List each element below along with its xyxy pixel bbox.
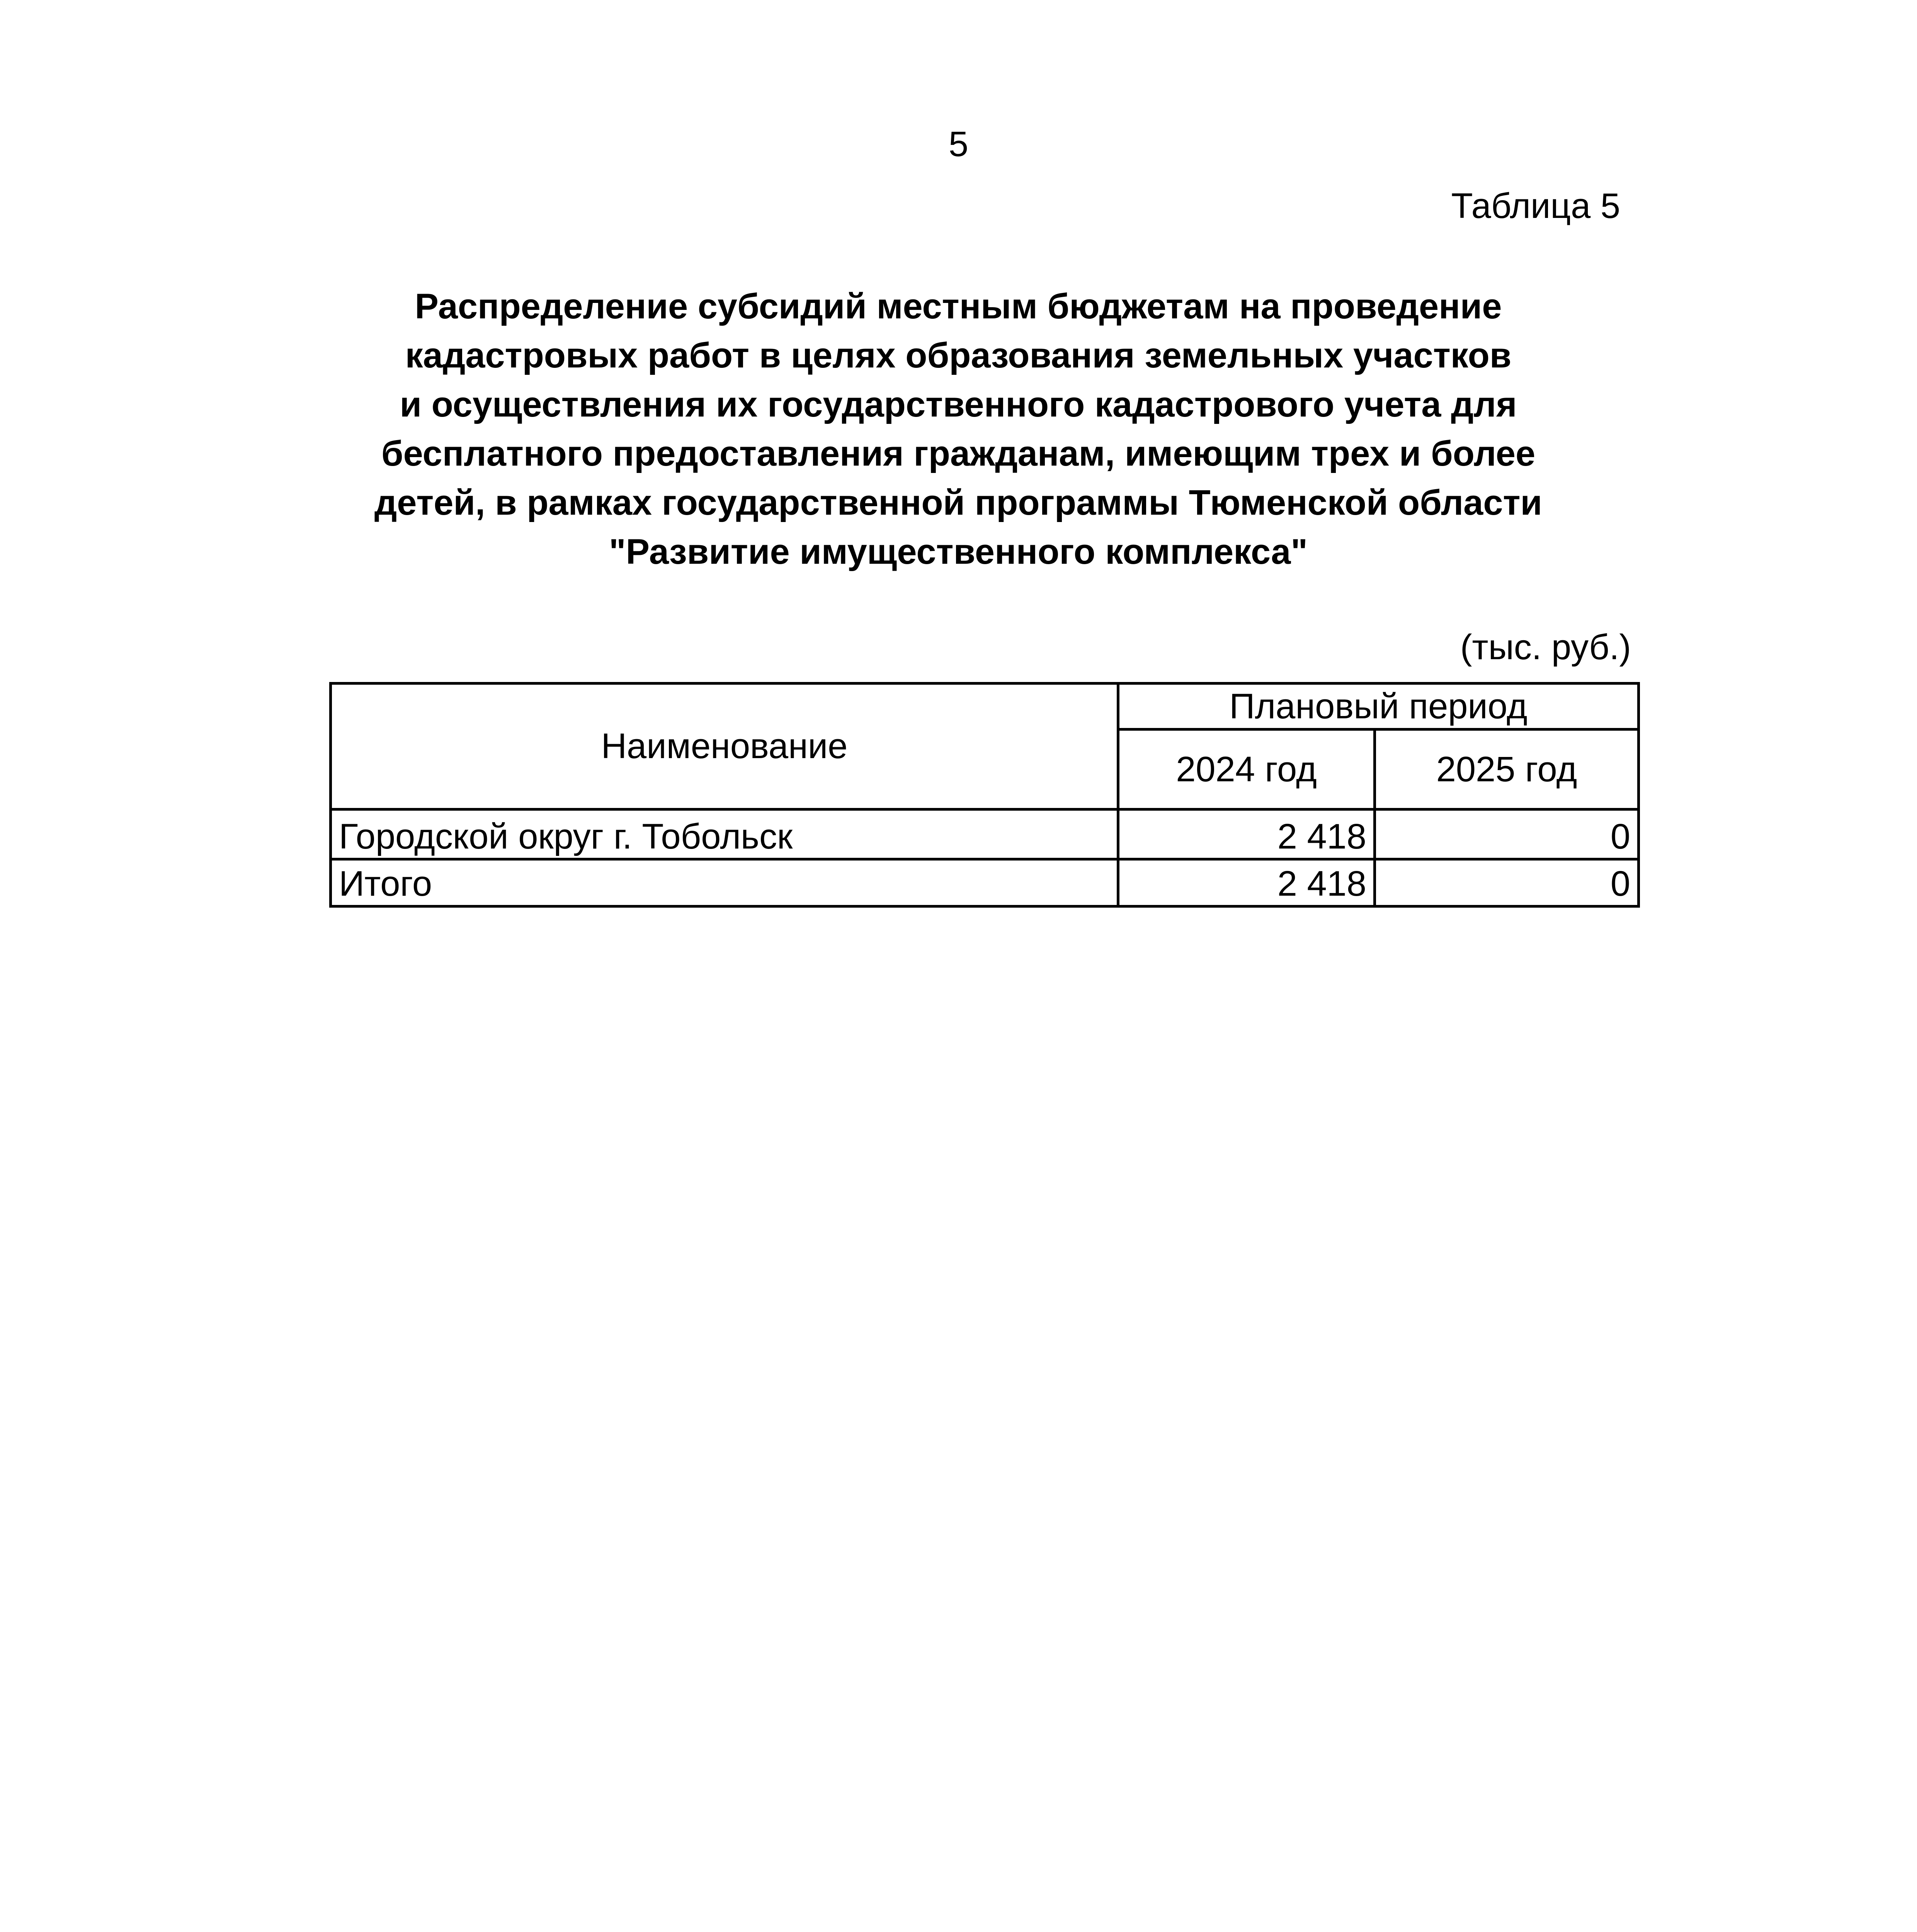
- table-row: [331, 810, 1639, 859]
- document-title: [328, 282, 1588, 577]
- table-label: Таблица 5: [1451, 186, 1620, 226]
- row-value-2024: 2 418: [1118, 810, 1375, 859]
- units-label: (тыс. руб.): [1460, 628, 1631, 667]
- header-name: Наименование: [331, 684, 1118, 810]
- header-year-2024: 2024 год: [1118, 730, 1375, 810]
- title-line: "Развитие имущественного комплекса": [609, 532, 1308, 571]
- header-planned-period: Плановый период: [1118, 684, 1639, 730]
- title-line: и осуществления их государственного кадастрового учета для: [400, 385, 1517, 424]
- row-name: Городской округ г. Тобольск: [331, 810, 1118, 859]
- row-value-2025: 0: [1375, 810, 1639, 859]
- title-line: Распределение субсидий местным бюджетам на проведение: [415, 287, 1502, 326]
- total-name: Итого: [331, 859, 1118, 906]
- page-number: 5: [948, 124, 969, 164]
- total-row: [331, 859, 1639, 906]
- title-line: кадастровых работ в целях образования земельных участков: [405, 336, 1512, 375]
- total-value-2025: 0: [1375, 859, 1639, 906]
- header-year-2025: 2025 год: [1375, 730, 1639, 810]
- total-value-2024: 2 418: [1118, 859, 1375, 906]
- subsidy-table: [329, 682, 1640, 908]
- title-line: детей, в рамках государственной программы Тюменской области: [374, 483, 1543, 522]
- title-line: бесплатного предоставления гражданам, имеющим трех и более: [381, 434, 1536, 473]
